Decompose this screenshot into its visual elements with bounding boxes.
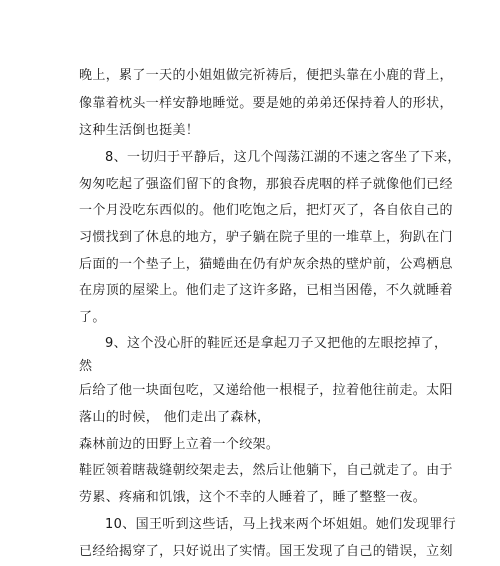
- text-line: 然: [79, 359, 93, 374]
- text-line: 劳累、疼痛和饥饿，这个不幸的人睡着了，睡了整整一夜。: [79, 490, 427, 505]
- text-line: 习惯找到了休息的地方，驴子躺在院子里的一堆草上，狗趴在门: [79, 230, 453, 245]
- text-line: 这种生活倒也挺美！: [79, 123, 200, 138]
- text-line: 匆匆吃起了强盗们留下的食物，那狼吞虎咽的样子就像他们已经: [79, 177, 453, 192]
- text-line: 晚上，累了一天的小姐姐做完祈祷后，便把头靠在小鹿的背上，: [79, 68, 453, 83]
- paragraph-start-line: 8、一切归于平静后，这几个闯荡江湖的不速之客坐了下来，: [105, 150, 461, 165]
- text-line: 后面的一个垫子上，猫蜷曲在仍有炉灰余热的壁炉前，公鸡栖息: [79, 257, 453, 272]
- paragraph-start-line: 10、国王听到这些话，马上找来两个坏姐姐。她们发现罪行: [105, 517, 456, 532]
- text-line: 像靠着枕头一样安静地睡觉。要是她的弟弟还保持着人的形状，: [79, 96, 453, 111]
- text-line: 已经给揭穿了，只好说出了实情。国王发现了自己的错误，立刻: [79, 544, 453, 559]
- text-line: 落山的时候， 他们走出了森林，: [79, 410, 271, 425]
- text-line: 在房顶的屋梁上。他们走了这许多路，已相当困倦，不久就睡着: [79, 283, 453, 298]
- text-line: 森林前边的田野上立着一个绞架。: [79, 437, 280, 452]
- text-line: 了。: [79, 310, 106, 325]
- paragraph-start-line: 9、这个没心肝的鞋匠还是拿起刀子又把他的左眼挖掉了，: [105, 336, 448, 351]
- text-line: 后给了他一块面包吃，又递给他一根棍子，拉着他往前走。太阳: [79, 383, 453, 398]
- text-line: 鞋匠领着瞎裁缝朝绞架走去，然后让他躺下，自己就走了。由于: [79, 463, 453, 478]
- text-line: 一个月没吃东西似的。他们吃饱之后，把灯灭了，各自依自己的: [79, 203, 453, 218]
